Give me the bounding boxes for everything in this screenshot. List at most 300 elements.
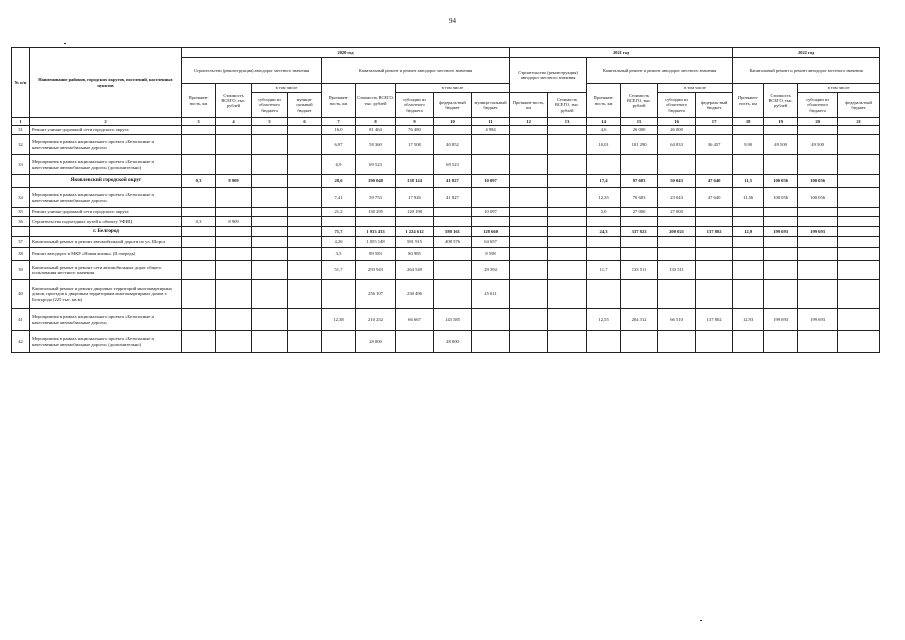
header-cost: Стоимость ВСЕГО, тыс. рублей — [764, 84, 798, 118]
budget-table — [11, 47, 880, 353]
row-number: 32 — [12, 135, 30, 155]
value-cell: 337 823 — [621, 227, 658, 237]
value-cell — [216, 227, 252, 237]
value-cell: 27 000 — [658, 208, 696, 217]
value-cell: 40 852 — [434, 135, 472, 155]
value-cell: 199 693 — [764, 309, 798, 331]
value-cell: 200 021 — [658, 227, 696, 237]
value-cell — [288, 208, 322, 217]
value-cell: 4,26 — [322, 237, 356, 248]
value-cell: 0,3 — [182, 175, 216, 188]
value-cell — [252, 309, 288, 331]
value-cell — [798, 248, 838, 261]
value-cell — [510, 155, 548, 175]
value-cell: 137 802 — [696, 309, 733, 331]
value-cell — [798, 155, 838, 175]
header-regional-subsidy: субсидии из областного бюджета — [252, 93, 288, 118]
value-cell — [838, 309, 880, 331]
value-cell: 12,9 — [733, 227, 764, 237]
value-cell — [252, 217, 288, 227]
value-cell — [696, 248, 733, 261]
value-cell: 69 523 — [434, 155, 472, 175]
header-municipal-budget: муници-пальный бюджет — [472, 93, 510, 118]
table-row — [12, 135, 880, 155]
measure-name: Мероприятия в рамках национального проекта «Безопасные и качественные автомобильные дороги» (дополнительно) — [30, 331, 182, 353]
value-cell — [288, 126, 322, 135]
value-cell — [798, 237, 838, 248]
value-cell: 47 640 — [696, 175, 733, 188]
value-cell: 97 683 — [621, 175, 658, 188]
value-cell — [472, 309, 510, 331]
row-number — [12, 227, 30, 237]
header-length: Протяжен-ность, км — [733, 84, 764, 118]
value-cell — [472, 155, 510, 175]
column-number-row — [12, 118, 880, 126]
measure-name: Ремонт улично-дорожной сети городского округа — [30, 208, 182, 217]
value-cell — [587, 155, 621, 175]
value-cell — [548, 188, 587, 208]
value-cell — [434, 248, 472, 261]
value-cell — [288, 237, 322, 248]
value-cell: 120 198 — [396, 208, 434, 217]
value-cell: 580 161 — [434, 227, 472, 237]
row-number — [12, 175, 30, 188]
value-cell — [838, 248, 880, 261]
value-cell — [658, 217, 696, 227]
value-cell — [764, 237, 798, 248]
value-cell: 293 943 — [356, 261, 396, 280]
value-cell: 408 576 — [434, 237, 472, 248]
value-cell: 8 909 — [216, 217, 252, 227]
value-cell — [621, 217, 658, 227]
column-number: 7 — [322, 118, 356, 126]
value-cell — [216, 208, 252, 217]
value-cell: 264 549 — [396, 261, 434, 280]
value-cell: 256 107 — [356, 280, 396, 309]
column-number: 16 — [658, 118, 696, 126]
value-cell — [696, 208, 733, 217]
value-cell — [288, 135, 322, 155]
value-cell: 100 056 — [798, 188, 838, 208]
value-cell: 8 909 — [216, 175, 252, 188]
value-cell — [733, 331, 764, 353]
value-cell: 138 124 — [396, 175, 434, 188]
value-cell: 12,55 — [587, 309, 621, 331]
value-cell: 29 394 — [472, 261, 510, 280]
value-cell — [548, 126, 587, 135]
value-cell — [548, 248, 587, 261]
table-row — [12, 126, 880, 135]
value-cell — [764, 331, 798, 353]
value-cell — [658, 237, 696, 248]
value-cell — [182, 280, 216, 309]
value-cell — [764, 126, 798, 135]
value-cell: 581 915 — [396, 237, 434, 248]
value-cell: 1 055 148 — [356, 237, 396, 248]
measure-name: Мероприятия в рамках национального проекта «Безопасные и качественные автомобильные дороги» — [30, 188, 182, 208]
value-cell — [510, 227, 548, 237]
header-year-2020: 2020 год — [182, 48, 510, 58]
value-cell: 50 043 — [658, 175, 696, 188]
value-cell — [733, 217, 764, 227]
header-in-that: в том числе — [798, 84, 880, 93]
value-cell — [182, 155, 216, 175]
value-cell — [621, 237, 658, 248]
value-cell — [838, 217, 880, 227]
value-cell: 137 802 — [696, 227, 733, 237]
value-cell: 21,2 — [322, 208, 356, 217]
value-cell — [838, 261, 880, 280]
value-cell — [322, 280, 356, 309]
table-row — [12, 237, 880, 248]
value-cell: 130 295 — [356, 208, 396, 217]
value-cell — [798, 208, 838, 217]
row-number: 31 — [12, 126, 30, 135]
value-cell: 66 667 — [396, 309, 434, 331]
value-cell: 100 056 — [764, 188, 798, 208]
value-cell: 210 252 — [356, 309, 396, 331]
value-cell — [252, 227, 288, 237]
value-cell — [396, 217, 434, 227]
value-cell — [216, 155, 252, 175]
header-cost: Стоимость ВСЕГО, тыс. рублей — [216, 84, 252, 118]
value-cell — [587, 217, 621, 227]
value-cell: 59 753 — [356, 188, 396, 208]
value-cell — [838, 135, 880, 155]
value-cell — [658, 248, 696, 261]
table-row — [12, 331, 880, 353]
value-cell — [252, 331, 288, 353]
value-cell: 199 693 — [764, 227, 798, 237]
header-regional-subsidy: субсидии из областного бюджета — [798, 93, 838, 118]
value-cell — [696, 280, 733, 309]
value-cell — [182, 208, 216, 217]
value-cell: 4 984 — [472, 126, 510, 135]
value-cell: 51,7 — [322, 261, 356, 280]
column-number: 11 — [472, 118, 510, 126]
measure-name: Строительство подъездных путей к объекту УФИЦ — [30, 217, 182, 227]
measure-name: Капитальный ремонт и ремонт дворовых территорий многоквартирных домов, проездов к дворовым территориям многоквартирных домов г. Белгорода (225 тыс. кв.м) — [30, 280, 182, 309]
value-cell — [252, 280, 288, 309]
value-cell — [182, 237, 216, 248]
value-cell — [252, 208, 288, 217]
value-cell: 10,01 — [587, 135, 621, 155]
value-cell — [434, 126, 472, 135]
value-cell: 26 000 — [621, 126, 658, 135]
column-number: 19 — [764, 118, 798, 126]
header-length: Протяжен-ность, км — [322, 84, 356, 118]
value-cell — [510, 208, 548, 217]
header-length: Протяжен-ность, км — [182, 84, 216, 118]
value-cell — [798, 261, 838, 280]
value-cell — [510, 309, 548, 331]
value-cell — [510, 280, 548, 309]
value-cell: 199 693 — [798, 309, 838, 331]
value-cell — [548, 155, 587, 175]
value-cell — [764, 155, 798, 175]
value-cell: 199 693 — [798, 227, 838, 237]
measure-name: Капитальный ремонт и ремонт автомобильной дороги по ул. Шорса — [30, 237, 182, 248]
measure-name: Мероприятия в рамках национального проекта «Безопасные и качественные автомобильные дороги» — [30, 309, 182, 331]
value-cell — [658, 331, 696, 353]
scan-speck — [64, 43, 66, 44]
value-cell — [434, 261, 472, 280]
value-cell — [216, 188, 252, 208]
column-number: 13 — [548, 118, 587, 126]
value-cell: 41 827 — [434, 175, 472, 188]
value-cell: 16,0 — [322, 126, 356, 135]
header-in-that: в том числе — [252, 84, 322, 93]
value-cell: 47 640 — [696, 188, 733, 208]
value-cell — [182, 188, 216, 208]
header-construction-2020: Строительство (реконструкция) автодорог местного значения — [182, 58, 322, 84]
value-cell — [252, 135, 288, 155]
value-cell — [548, 227, 587, 237]
value-cell: 230 496 — [396, 280, 434, 309]
value-cell: 26 000 — [658, 126, 696, 135]
column-number: 1 — [12, 118, 30, 126]
table-row — [12, 208, 880, 217]
value-cell — [621, 155, 658, 175]
measure-name: Ремонт улично-дорожной сети городского округа — [30, 126, 182, 135]
column-number: 15 — [621, 118, 658, 126]
value-cell — [548, 217, 587, 227]
header-regional-subsidy: субсидии из областного бюджета — [396, 93, 434, 118]
column-number: 20 — [798, 118, 838, 126]
value-cell — [472, 135, 510, 155]
value-cell: 100 056 — [798, 175, 838, 188]
value-cell — [252, 126, 288, 135]
column-number: 17 — [696, 118, 733, 126]
value-cell — [288, 248, 322, 261]
value-cell: 17 508 — [396, 135, 434, 155]
value-cell: 69 523 — [356, 155, 396, 175]
value-cell: 9,90 — [733, 135, 764, 155]
value-cell — [288, 261, 322, 280]
value-cell — [434, 280, 472, 309]
header-no: № п/п — [12, 48, 30, 118]
column-number: 2 — [30, 118, 182, 126]
value-cell — [838, 155, 880, 175]
value-cell: 64 833 — [658, 135, 696, 155]
value-cell — [733, 280, 764, 309]
table-header — [12, 48, 880, 126]
row-number: 35 — [12, 208, 30, 217]
value-cell — [510, 248, 548, 261]
value-cell: 100 056 — [764, 175, 798, 188]
value-cell: 49 500 — [764, 135, 798, 155]
value-cell: 101 290 — [621, 135, 658, 155]
value-cell — [696, 155, 733, 175]
value-cell — [696, 237, 733, 248]
column-number: 12 — [510, 118, 548, 126]
table-row — [12, 188, 880, 208]
value-cell — [216, 331, 252, 353]
value-cell — [548, 208, 587, 217]
value-cell — [288, 280, 322, 309]
value-cell: 25 611 — [472, 280, 510, 309]
value-cell: 49 500 — [798, 135, 838, 155]
value-cell — [252, 237, 288, 248]
value-cell — [356, 217, 396, 227]
value-cell — [764, 248, 798, 261]
value-cell — [696, 126, 733, 135]
value-cell: 24,3 — [587, 227, 621, 237]
value-cell — [288, 309, 322, 331]
value-cell — [548, 175, 587, 188]
value-cell — [696, 217, 733, 227]
value-cell — [733, 248, 764, 261]
value-cell: 6,9 — [322, 155, 356, 175]
value-cell: 12,93 — [733, 309, 764, 331]
header-year-2022: 2022 год — [733, 48, 880, 58]
value-cell: 7,41 — [322, 188, 356, 208]
value-cell — [798, 217, 838, 227]
value-cell: 3,5 — [322, 248, 356, 261]
value-cell — [733, 208, 764, 217]
table-row — [12, 155, 880, 175]
value-cell: 89 583 — [356, 248, 396, 261]
value-cell: 190 048 — [356, 175, 396, 188]
value-cell — [322, 331, 356, 353]
table-row — [12, 217, 880, 227]
value-cell: 6,97 — [322, 135, 356, 155]
value-cell — [733, 126, 764, 135]
value-cell — [798, 280, 838, 309]
value-cell — [798, 331, 838, 353]
measure-name: Мероприятия в рамках национального проекта «Безопасные и качественные автомобильные дороги» (дополнительно) — [30, 155, 182, 175]
measure-name: Ремонт автодорог в МКР «Новая жизнь» (II очередь) — [30, 248, 182, 261]
table-row — [12, 261, 880, 280]
value-cell — [322, 217, 356, 227]
value-cell — [733, 237, 764, 248]
value-cell: 4,6 — [587, 126, 621, 135]
header-repair-2021: Капитальный ремонт и ремонт автодорог местного значения — [587, 58, 733, 84]
value-cell — [838, 208, 880, 217]
value-cell: 27 000 — [621, 208, 658, 217]
district-name: Яковлевский городской округ — [30, 175, 182, 188]
header-in-that: в том числе — [658, 84, 733, 93]
value-cell: 23 043 — [658, 188, 696, 208]
value-cell — [621, 331, 658, 353]
column-number: 6 — [288, 118, 322, 126]
header-in-that: в том числе — [396, 84, 510, 93]
value-cell — [182, 331, 216, 353]
district-total-row — [12, 175, 880, 188]
value-cell: 10 097 — [472, 208, 510, 217]
value-cell — [764, 208, 798, 217]
header-length: Протяжен-ность, км — [510, 93, 548, 118]
value-cell: 81 464 — [356, 126, 396, 135]
value-cell: 204 312 — [621, 309, 658, 331]
district-name: г. Белгород — [30, 227, 182, 237]
column-number: 5 — [252, 118, 288, 126]
value-cell — [764, 280, 798, 309]
value-cell: 66 510 — [658, 309, 696, 331]
value-cell — [548, 135, 587, 155]
value-cell — [838, 175, 880, 188]
value-cell — [587, 237, 621, 248]
value-cell — [510, 126, 548, 135]
value-cell — [434, 208, 472, 217]
table-body — [12, 126, 880, 353]
header-regional-subsidy: субсидии из областного бюджета — [658, 93, 696, 118]
value-cell — [510, 175, 548, 188]
value-cell — [216, 261, 252, 280]
value-cell — [510, 135, 548, 155]
header-municipal-budget: муници-пальный бюджет — [288, 93, 322, 118]
value-cell: 36 457 — [696, 135, 733, 155]
value-cell: 1 933 433 — [356, 227, 396, 237]
value-cell — [216, 248, 252, 261]
value-cell — [510, 217, 548, 227]
header-federal-budget: федераль-ный бюджет — [838, 93, 880, 118]
value-cell — [252, 175, 288, 188]
value-cell — [288, 227, 322, 237]
value-cell: 11,7 — [587, 261, 621, 280]
value-cell — [838, 188, 880, 208]
value-cell: 128 660 — [472, 227, 510, 237]
value-cell: 12,35 — [587, 188, 621, 208]
value-cell — [288, 155, 322, 175]
value-cell: 80 985 — [396, 248, 434, 261]
value-cell: 28,6 — [322, 175, 356, 188]
value-cell — [548, 261, 587, 280]
value-cell — [587, 248, 621, 261]
value-cell — [798, 126, 838, 135]
header-cost: Стоимость ВСЕГО, тыс. рублей — [548, 93, 587, 118]
header-repair-2022: Капитальный ремонт и ремонт автодорог местного значения — [733, 58, 880, 84]
value-cell — [510, 331, 548, 353]
value-cell — [472, 331, 510, 353]
row-number: 33 — [12, 155, 30, 175]
header-year-2021: 2021 год — [510, 48, 733, 58]
value-cell — [252, 155, 288, 175]
value-cell — [838, 227, 880, 237]
value-cell — [252, 188, 288, 208]
value-cell: 76 480 — [396, 126, 434, 135]
table-row — [12, 248, 880, 261]
row-number: 40 — [12, 280, 30, 309]
value-cell — [621, 248, 658, 261]
value-cell — [548, 237, 587, 248]
value-cell — [182, 135, 216, 155]
value-cell: 17,4 — [587, 175, 621, 188]
value-cell: 12,38 — [322, 309, 356, 331]
value-cell: 11,56 — [733, 188, 764, 208]
page-number: 94 — [449, 17, 456, 25]
value-cell: 17 926 — [396, 188, 434, 208]
value-cell: 5,0 — [587, 208, 621, 217]
value-cell — [548, 280, 587, 309]
value-cell — [764, 217, 798, 227]
value-cell: 133 511 — [658, 261, 696, 280]
value-cell — [764, 261, 798, 280]
value-cell: 1 224 612 — [396, 227, 434, 237]
header-length: Протяжен-ность, км — [587, 84, 621, 118]
value-cell — [838, 331, 880, 353]
value-cell: 41 827 — [434, 188, 472, 208]
column-number: 4 — [216, 118, 252, 126]
value-cell — [396, 331, 434, 353]
value-cell — [472, 217, 510, 227]
column-number: 10 — [434, 118, 472, 126]
value-cell — [182, 261, 216, 280]
row-number: 39 — [12, 261, 30, 280]
value-cell — [288, 217, 322, 227]
value-cell — [696, 331, 733, 353]
value-cell — [472, 188, 510, 208]
